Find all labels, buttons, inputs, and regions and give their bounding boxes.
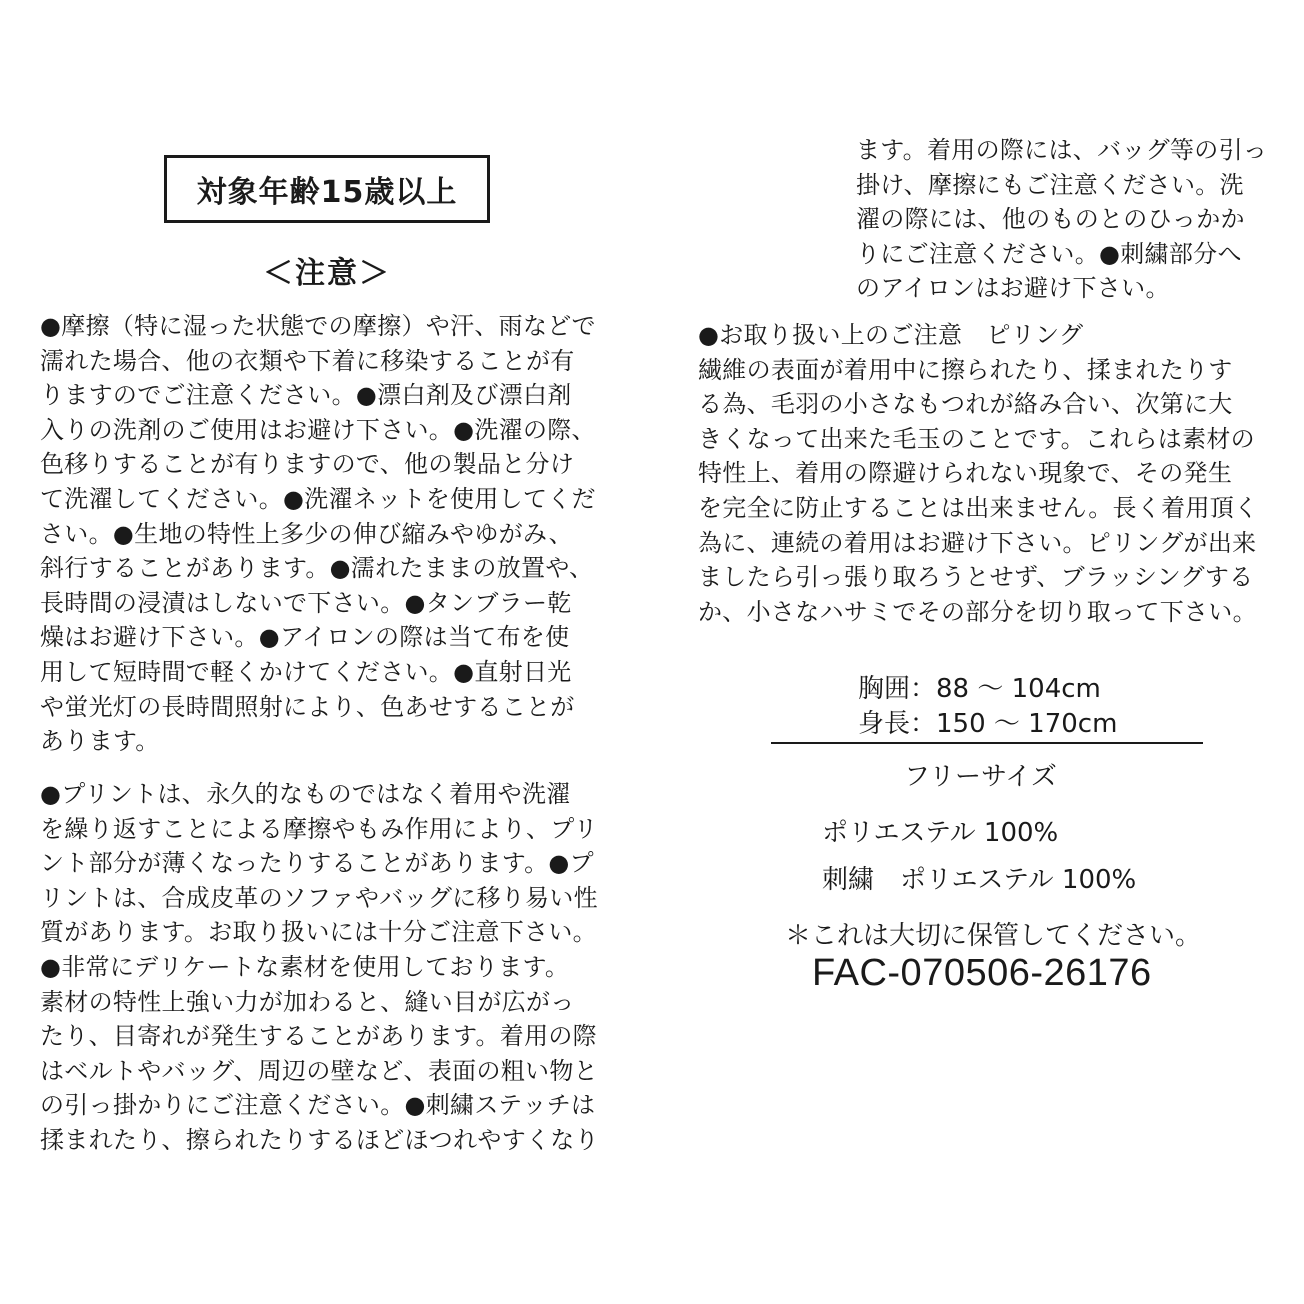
text-line: はベルトやバッグ、周辺の壁など、表面の粗い物と [40,1056,598,1085]
text-line: 特性上、着用の際避けられない現象で、その発生 [698,459,1233,488]
text-line: 用して短時間で軽くかけてください。●直射日光 [40,657,572,686]
text-line: か、小さなハサミでその部分を切り取って下さい。 [698,597,1257,626]
text-line: て洗濯してください。●洗濯ネットを使用してくだ [40,484,596,513]
text-line: ●非常にデリケートな素材を使用しております。 [40,952,570,981]
text-line: を繰り返すことによる摩擦やもみ作用により、プリ [40,814,598,843]
text-line: さい。●生地の特性上多少の伸び縮みやゆがみ、 [40,519,573,548]
text-line: 掛け、摩擦にもご注意ください。洗 [856,170,1244,199]
left-caution-paragraph-2 [40,777,599,1158]
product-code: FAC-070506-26176 [812,952,1152,994]
text-line: 素材の特性上強い力が加わると、縫い目が広がっ [40,987,575,1016]
keep-note: ＊これは大切に保管してください。 [785,921,1202,951]
caution-title: ＜注意＞ [263,256,391,291]
right-caution-paragraph-1 [856,133,1267,306]
left-caution-paragraph-1 [40,309,596,759]
text-line: 入りの洗剤のご使用はお避け下さい。●洗濯の際、 [40,415,596,444]
text-line: ます。着用の際には、バッグ等の引っ [856,136,1268,164]
text-line: 燥はお避け下さい。●アイロンの際は当て布を使 [40,623,570,652]
text-line: きくなって出来た毛玉のことです。これらは素材の [698,424,1255,453]
text-line: のアイロンはお避け下さい。 [856,274,1170,303]
text-line: 繊維の表面が着用中に擦られたり、揉まれたりす [698,355,1233,384]
pilling-notice-paragraph [698,318,1258,629]
text-line: あります。 [40,727,160,756]
text-line: を完全に防止することは出来ません。長く着用頂く [698,493,1259,522]
text-line: 濯の際には、他のものとのひっかか [856,205,1245,234]
text-line: る為、毛羽の小さなもつれが絡み合い、次第に大 [698,390,1233,419]
text-line: ント部分が薄くなったりすることがあります。●プ [40,849,594,878]
age-notice: 対象年齢15歳以上 [196,175,458,210]
text-line: リントは、合成皮革のソファやバッグに移り易い性 [40,883,598,912]
text-line: 色移りすることが有りますので、他の製品と分け [40,450,575,479]
text-line: 長時間の浸漬はしないで下さい。●タンブラー乾 [40,588,572,617]
text-line: りにご注意ください。●刺繍部分へ [856,239,1242,268]
height-size: 身長：150 ～ 170cm [858,709,1118,739]
text-line: ●摩擦（特に湿った状態での摩擦）や汗、雨などで [40,312,596,340]
age-notice-box [164,155,490,223]
text-line: 濡れた場合、他の衣類や下着に移染することが有 [40,346,575,375]
text-line: たり、目寄れが発生することがあります。着用の際 [40,1022,597,1051]
embroidery-composition: 刺繍 ポリエステル 100% [822,865,1137,895]
text-line: ●お取り扱い上のご注意 ピリング [698,321,1084,349]
text-line: ましたら引っ張り取ろうとせず、ブラッシングする [698,563,1254,592]
text-line: 為に、連続の着用はお避け下さい。ピリングが出来 [698,528,1257,557]
material-composition: ポリエステル 100% [822,818,1059,848]
chest-size: 胸囲：88 ～ 104cm [858,674,1101,704]
text-line: 斜行することがあります。●濡れたままの放置や、 [40,554,594,583]
text-line: や蛍光灯の長時間照射により、色あせすることが [40,692,575,721]
text-line: の引っ掛かりにご注意ください。●刺繍ステッチは [40,1091,596,1120]
text-line: ●プリントは、永久的なものではなく着用や洗濯 [40,780,571,808]
divider-line [771,742,1203,744]
text-line: りますのでご注意ください。●漂白剤及び漂白剤 [40,381,572,410]
text-line: 揉まれたり、擦られたりするほどほつれやすくなり [40,1125,599,1154]
text-line: 質があります。お取り扱いには十分ご注意下さい。 [40,918,597,947]
size-label: フリーサイズ [904,762,1057,792]
